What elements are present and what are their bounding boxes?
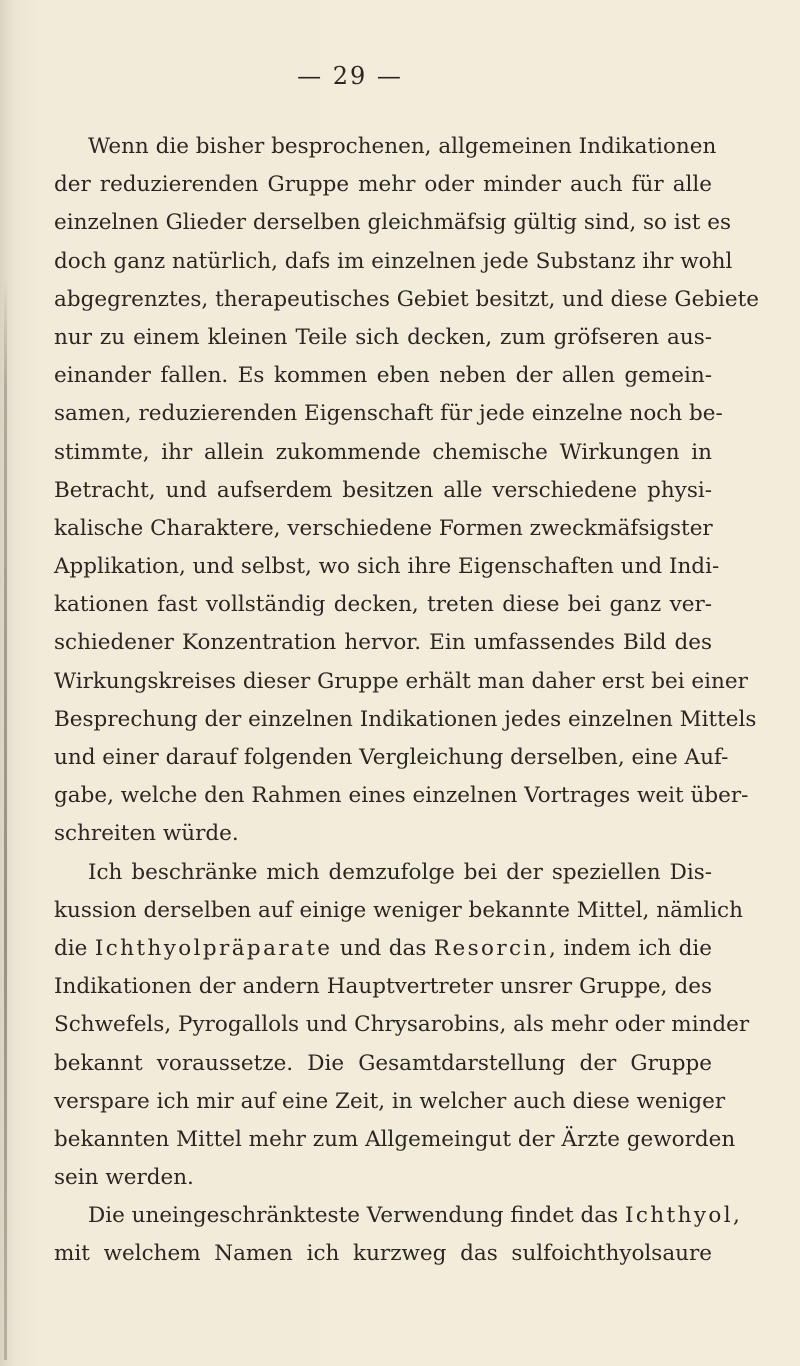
text-line: Applikation, und selbst, wo sich ihre Eigenschaften und Indi-: [54, 554, 720, 580]
text-line: stimmte, ihr allein zukommende chemische Wirkungen in: [54, 439, 712, 465]
text-fragment: die: [54, 935, 95, 961]
text-line: bekannten Mittel mehr zum Allgemeingut der Ärzte geworden: [54, 1126, 736, 1152]
body-text: [54, 128, 760, 1274]
text-line: Schwefels, Pyrogallols und Chrysarobins, als mehr oder minder: [54, 1012, 750, 1038]
text-line: Betracht, und aufserdem besitzen alle verschiedene physi-: [54, 477, 712, 503]
binding-gutter: [4, 280, 7, 1360]
text-line: Wenn die bisher besprochenen, allgemeinen Indikationen: [88, 134, 717, 159]
text-fragment: , indem ich die: [549, 935, 713, 961]
text-line: und einer darauf folgenden Vergleichung derselben, eine Auf-: [54, 745, 729, 770]
text-fragment: und das: [332, 935, 434, 961]
text-line: abgegrenztes, therapeutisches Gebiet besitzt, und diese Gebiete: [54, 286, 760, 312]
text-line: samen, reduzierenden Eigenschaft für jede einzelne noch be-: [54, 401, 723, 427]
text-line: verspare ich mir auf eine Zeit, in welcher auch diese weniger: [54, 1088, 726, 1114]
text-line: gabe, welche den Rahmen eines einzelnen Vortrages weit über-: [54, 783, 749, 809]
text-line: kussion derselben auf einige weniger bekannte Mittel, nämlich: [54, 897, 743, 923]
text-line: kalische Charaktere, verschiedene Formen zweckmäfsigster: [54, 515, 713, 541]
emphasized-term: Resorcin: [433, 935, 550, 961]
text-line: Indikationen der andern Hauptvertreter unsrer Gruppe, des: [54, 974, 712, 1000]
text-fragment: ,: [733, 1203, 740, 1229]
text-line: [54, 930, 712, 968]
text-line: kationen fast vollständig decken, treten diese bei ganz ver-: [54, 592, 712, 618]
text-line: [54, 1197, 740, 1235]
text-line: schreiten würde.: [54, 821, 239, 847]
text-fragment: Die uneingeschränkteste Verwendung findet das: [88, 1203, 625, 1229]
page-number: — 29 —: [297, 62, 403, 90]
text-line: Besprechung der einzelnen Indikationen jedes einzelnen Mittels: [54, 706, 757, 732]
text-line: der reduzierenden Gruppe mehr oder minder auch für alle: [54, 172, 712, 198]
emphasized-term: Ichthyol: [624, 1203, 734, 1229]
text-line: nur zu einem kleinen Teile sich decken, zum gröfseren aus-: [54, 324, 712, 350]
text-line: mit welchem Namen ich kurzweg das sulfoichthyolsaure: [54, 1241, 712, 1267]
text-line: doch ganz natürlich, dafs im einzelnen jede Substanz ihr wohl: [54, 248, 733, 274]
text-line: sein werden.: [54, 1165, 194, 1191]
text-line: einander fallen. Es kommen eben neben der allen gemein-: [54, 363, 712, 389]
text-line: bekannt voraussetze. Die Gesamtdarstellung der Gruppe: [54, 1050, 712, 1076]
text-line: schiedener Konzentration hervor. Ein umfassendes Bild des: [54, 630, 712, 656]
text-line: Ich beschränke mich demzufolge bei der speziellen Dis-: [88, 859, 712, 885]
text-line: Wirkungskreises dieser Gruppe erhält man daher erst bei einer: [54, 668, 748, 694]
text-line: einzelnen Glieder derselben gleichmäfsig gültig sind, so ist es: [54, 210, 731, 236]
emphasized-term: Ichthyolpräparate: [94, 935, 333, 961]
